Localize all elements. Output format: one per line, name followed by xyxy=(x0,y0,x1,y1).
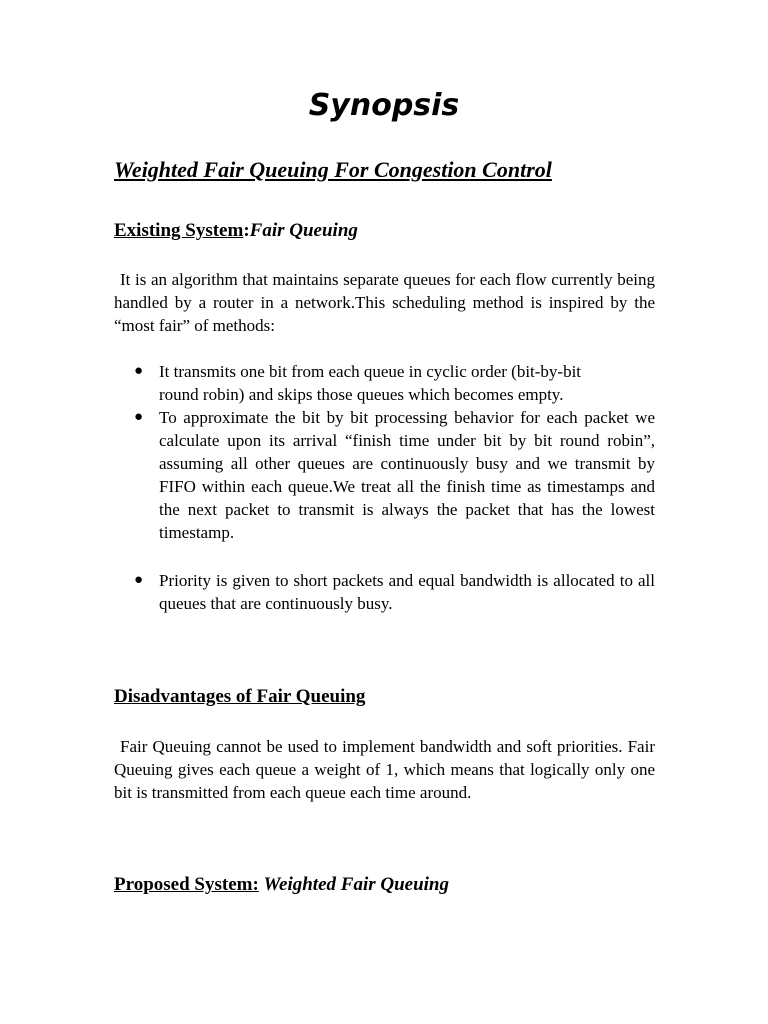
disadvantages-heading xyxy=(114,686,365,708)
list-item-text: To approximate the bit by bit processing behavior for each packet we calculate upon its arrival “finish time under bit by bit round robin”, assuming all other queues are continuously busy and we transmit by FIFO within each queue.We treat all the finish time as timestamps and the next packet to transmit is always the packet that has the lowest timestamp. xyxy=(159,408,655,542)
existing-system-name: Fair Queuing xyxy=(249,220,358,241)
bullet-icon: ● xyxy=(134,409,144,425)
list-item xyxy=(114,406,655,544)
proposed-system-heading xyxy=(114,874,449,896)
disadvantages-paragraph: Fair Queuing cannot be used to implement bandwidth and soft priorities. Fair Queuing gives each queue a weight of 1, which means that logically only one bit is transmitted from each queue each time around. xyxy=(114,737,655,802)
list-item xyxy=(114,360,655,406)
list-item-text: Priority is given to short packets and equal bandwidth is allocated to all queues that are continuously busy. xyxy=(159,571,655,613)
bullet-icon: ● xyxy=(134,572,144,588)
list-item-text: It transmits one bit from each queue in cyclic order (bit-by-bit round robin) and skips those queues which becomes empty. xyxy=(159,362,582,404)
intro-paragraph: It is an algorithm that maintains separate queues for each flow currently being handled by a router in a network.This scheduling method is inspired by the “most fair” of methods: xyxy=(114,270,655,335)
page-title: Synopsis xyxy=(308,88,460,123)
proposed-system-name: Weighted Fair Queuing xyxy=(263,874,450,895)
bullet-icon: ● xyxy=(134,363,144,379)
list-item xyxy=(114,569,655,615)
proposed-system-label: Proposed System: xyxy=(114,874,259,895)
document-subtitle: Weighted Fair Queuing For Congestion Control xyxy=(114,157,552,182)
feature-list xyxy=(114,360,655,615)
disadvantages-heading-text: Disadvantages of Fair Queuing xyxy=(114,686,366,707)
existing-system-heading xyxy=(114,220,358,242)
existing-system-label: Existing System xyxy=(114,220,244,241)
existing-system-colon: : xyxy=(243,220,250,241)
